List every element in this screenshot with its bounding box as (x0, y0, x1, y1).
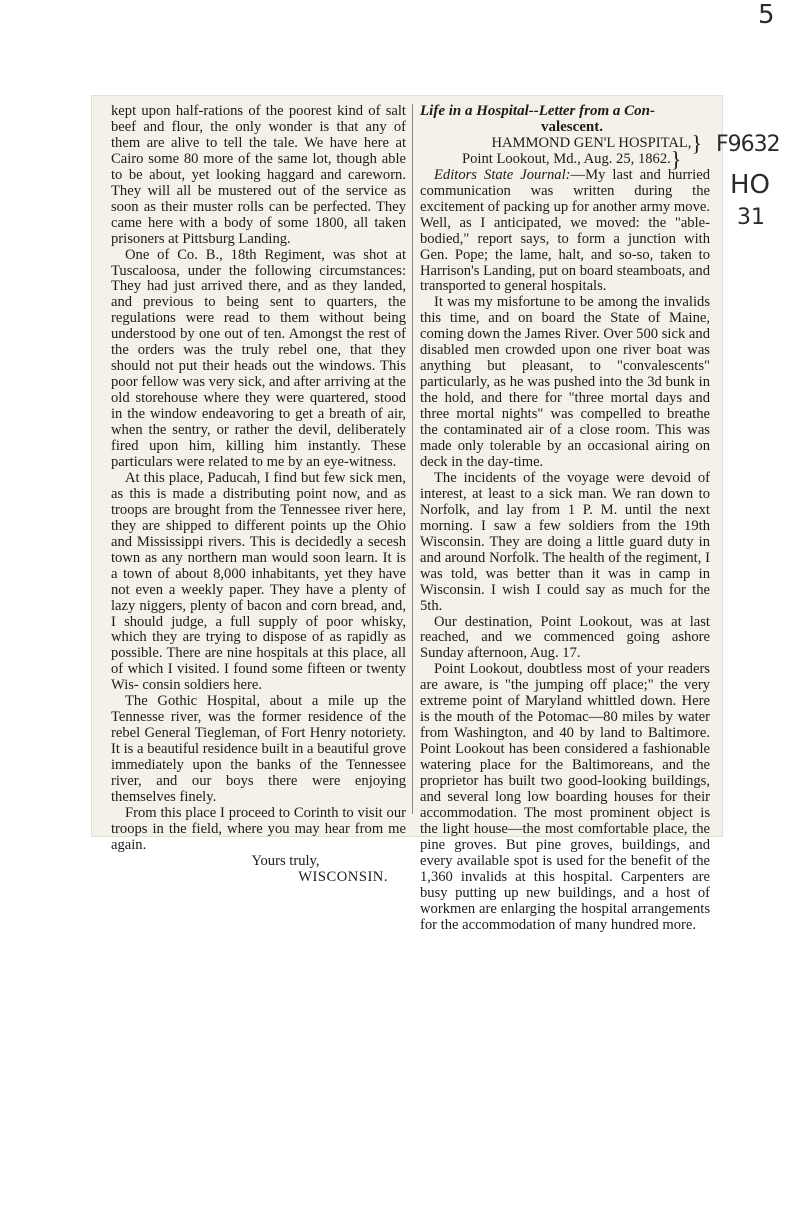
dateline-place: Point Lookout, Md., Aug. 25, 1862.} (462, 146, 682, 172)
left-paragraph: From this place I proceed to Corinth to visit our troops in the field, where you may hear from me again. (111, 804, 406, 853)
handwritten-page-number: 5 (758, 0, 775, 30)
left-paragraph: The Gothic Hospital, about a mile up the Tennesse river, was the former residence of the rebel General Tiegleman, of Fort Henry notoriety. It is a beautiful residence built in a beautiful grove immediately upon the banks of the Tennessee river, and our boys there were enjoying themselves finely. (111, 693, 406, 805)
left-paragraph: One of Co. B., 18th Regiment, was shot at Tuscaloosa, under the following circumstances: They had just arrived there, and as they landed, and previous to being sent to quarters, the regulations were read to them without being understood by one out of ten. Amongst the rest of the orders was the truly rebel one, that they should not put their heads out the windows. This poor fellow was very sick, and after arriving at the old storehouse where they were quartered, stood in the window endeavoring to get a breath of air, when the sentry, or rather the devil, deliberately fired upon him, killing him instantly. These particulars were related to me by an eye-witness. (111, 246, 407, 470)
left-paragraph: At this place, Paducah, I find but few sick men, as this is made a distributing point now, and as troops are brought from the Tennessee river here, they are shipped to different points up the Ohio and Mississippi rivers. This is decidedly a secesh town as any northern man would soon learn. It is a town of about 8,000 inhabitants, yet they have not even a weekly paper. They have a plenty of lazy niggers, plenty of bacon and corn bread, and, I should judge, a full supply of poor whisky, which they are trying to dispose of as rapidly as possible. There are nine hospitals at this place, all of which I visited. I found some fifteen or twenty Wis- consin soldiers here. (111, 469, 406, 694)
headline-continued: valescent. (540, 118, 604, 135)
salutation: Editors State Journal: (434, 166, 571, 183)
left-column (111, 104, 406, 886)
right-paragraph: Our destination, Point Lookout, was at last reached, and we commenced going ashore Sunday afternoon, Aug. 17. (420, 613, 710, 662)
handwritten-code-ho: HO (730, 170, 771, 200)
right-column (420, 104, 710, 934)
right-paragraph: It was my misfortune to be among the invalids this time, and on board the State of Maine, coming down the James River. Over 500 sick and disabled men crowded upon one river boat was anything but pleasant, to "convalescents" particularly, as he was pushed into the 3d bunk in the hold, and there for "three mortal days and three mortal nights" was compelled to breathe the contaminated air of a close room. This was made only tolerable by an occasional airing on deck in the day-time. (420, 294, 710, 470)
right-paragraph: The incidents of the voyage were devoid of interest, at least to a sick man. We ran down to Norfolk, and lay from 1 P. M. until the next morning. I saw a few soldiers from the 19th Wisconsin. They are doing a little guard duty in and around Norfolk. The health of the regiment, I was told, was better than it was in camp in Wisconsin. I wish I could say as much for the 5th. (420, 469, 710, 614)
left-paragraph: kept upon half-rations of the poorest kind of salt beef and flour, the only wonder is that any of them are alive to tell the tale. We have here at Cairo some 80 more of the same lot, though able to be about, yet looking haggard and careworn. They will all be mustered out of the service as soon as their muster rolls can be perfected. They came here with a body of some 1800, all taken prisoners at Pittsburg Landing. (111, 103, 406, 247)
dateline-hospital: HAMMOND GEN'L HOSPITAL,} (491, 130, 702, 156)
handwritten-code-31: 31 (737, 205, 765, 230)
right-paragraph: Point Lookout, doubtless most of your readers are aware, is "the jumping off place;" the very extreme point of Maryland whittled down. Here is the mouth of the Potomac—80 miles by water from Washington, and 40 by land to Baltimore. Point Lookout has been considered a fashionable watering place for the Baltimoreans, and the proprietor has built two good-looking buildings, and several long low boarding houses for their accommodation. The most prominent object is the light house—the most comfortable place, the pine groves. But pine groves, buildings, and every available spot is used for the benefit of the 1,360 invalids at this hospital. Carpenters are busy putting up new buildings, and a host of workmen are enlarging the hospital arrangements for the accommodation of many hundred more. (420, 661, 710, 933)
signoff: Yours truly, (251, 852, 320, 869)
right-paragraph: Editors State Journal:—My last and hurried communication was written during the excitement of packing up for another army move. Well, as I anticipated, we moved: the "able-bodied," report says, to form a junction with Gen. Pope; the lame, halt, and so-so, taken to Harrison's Landing, put on board steamboats, and transported to general hospitals. (420, 166, 710, 295)
handwritten-catalog-code: F9632 (716, 132, 780, 157)
signature: WISCONSIN. (298, 868, 388, 885)
headline: Life in a Hospital--Letter from a Con- (420, 103, 655, 119)
column-rule (412, 104, 413, 814)
